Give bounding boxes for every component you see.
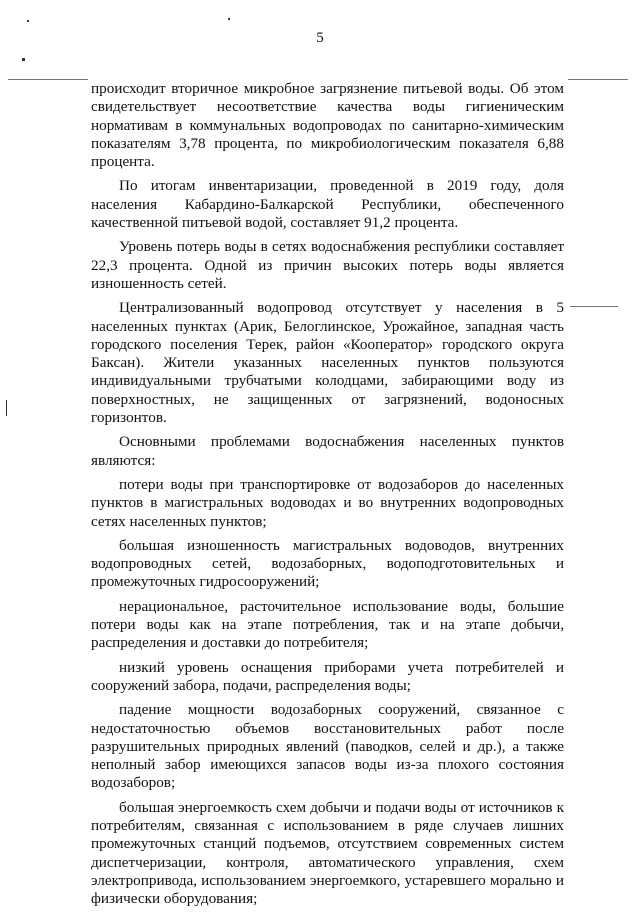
scan-speck [228,18,230,20]
scan-rule-right [568,79,628,80]
list-item: низкий уровень оснащения приборами учета потребителей и сооружений забора, подачи, распределения воды; [91,658,564,694]
list-item: падение мощности водозаборных сооружений, связанное с недостаточностью объемов восстановительных работ после разрушительных природных явлений (паводков, селей и др.), а также неполный забор имеющихся запасов воды из-за плохого состояния водозаборов; [91,701,564,792]
list-item: потери воды при транспортировке от водозаборов до населенных пунктов в магистральных водоводах и во внутренних водопроводных сетях населенных пунктов; [91,475,564,530]
scan-speck [27,20,29,22]
scan-rule-left [8,79,88,80]
paragraph: Основными проблемами водоснабжения населенных пунктов являются: [91,433,564,469]
scan-speck [22,58,25,61]
paragraph: Уровень потерь воды в сетях водоснабжения республики составляет 22,3 процента. Одной из причин высоких потерь воды является изношенность сетей. [91,238,564,292]
list-item: большая изношенность магистральных водоводов, внутренних водопроводных сетей, водозаборных, водоподготовительных и промежуточных гидросооружений; [91,536,564,591]
paragraph: Централизованный водопровод отсутствует у населения в 5 населенных пунктах (Арик, Белоглинское, Урожайное, западная часть городского поселения Терек, район «Кооператор» городского округа Баксан). Жители указанных населенных пунктов пользуются индивидуальными трубчатыми колодцами, забирающими воду из поверхностных, не защищенных от загрязнений, водоносных горизонтов. [91,299,564,427]
list-item: большая энергоемкость схем добычи и подачи воды от источников к потребителям, связанная с использованием в ряде случаев лишних промежуточных станций подъемов, отсутствием современных систем диспетчеризации, контроля, автоматического управления, схем электропривода, использованием энергоемкого, устаревшего морально и физически оборудования; [91,798,564,908]
document-body [91,80,564,912]
paragraph: происходит вторичное микробное загрязнение питьевой воды. Об этом свидетельствует несоответствие качества воды гигиеническим нормативам в коммунальных водопроводах по санитарно-химическим показателям 3,78 процента, по микробиологическим показателя 6,88 процента. [91,80,564,171]
page-number: 5 [316,30,324,46]
paragraph: По итогам инвентаризации, проведенной в 2019 году, доля населения Кабардино-Балкарской Республики, обеспеченного качественной питьевой водой, составляет 91,2 процента. [91,177,564,232]
scan-speck [6,400,7,416]
list-item: нерациональное, расточительное использование воды, большие потери воды как на этапе потребления, так и на этапе добычи, распределения и доставки до потребителя; [91,597,564,652]
scan-rule-right-2 [570,306,618,307]
